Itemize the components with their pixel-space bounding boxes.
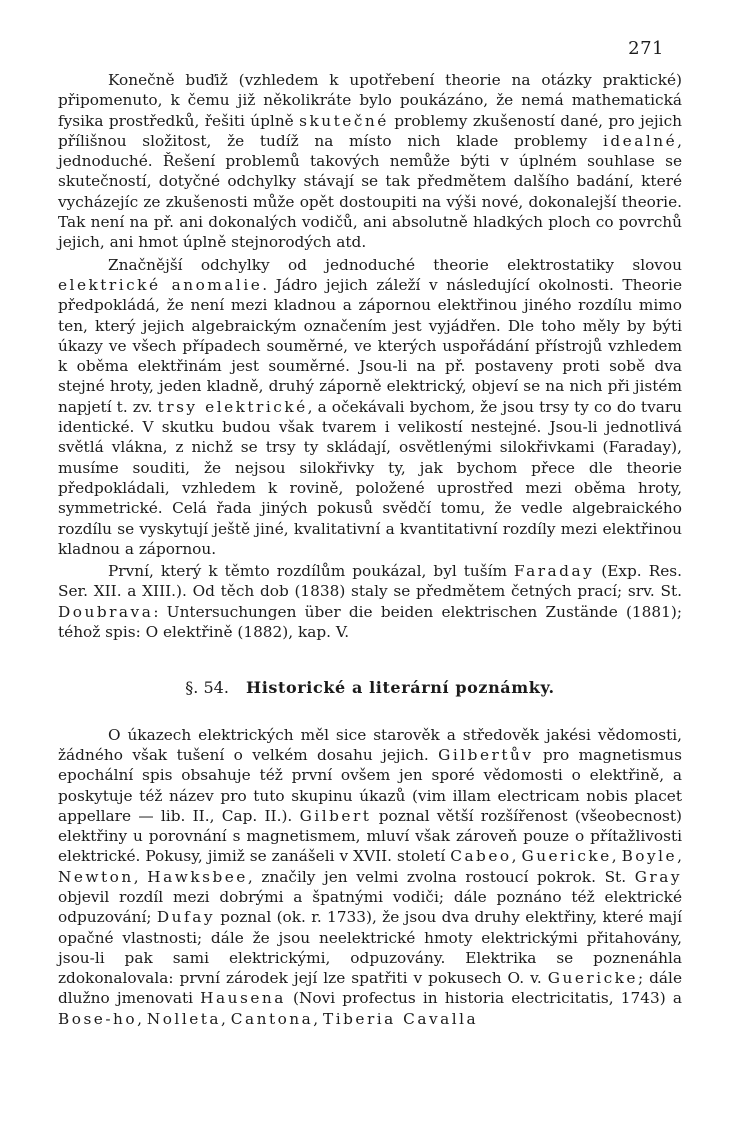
spaced-text: Cabeo [450,847,512,866]
text-run: poznal větší rozšířenost (všeobecnost) elektřiny u porovnání s magnetismem, mluví však zároveň pouze o přítažlivosti elektrické. Pokusy, jimiž se zanášeli v XVII. století [58,806,682,866]
text-run: , [677,847,682,866]
paragraph-4 [58,725,682,1029]
text-run: pro magnetismus epochální spis obsahuje též první ovšem jen sporé vědomosti o elektřině, a poskytuje též název pro tuto skupinu úkazů (vim illam electricam nobis placet appellare — lib. II., Cap. II.). [58,745,682,825]
page-body [58,70,682,1029]
spaced-text: Boyle [621,847,678,866]
text-run: ; dále dlužno jmenovati [58,969,682,1008]
text-run: , a očekávali bychom, že jsou trsy ty co do tvaru identické. V skutku budou však tvarem i velikostí nestejné. Jsou-li jednotlivá světlá vlákna, z nichž se trsy ty skládají, osvětlenými silokřivkami (Faraday), musíme souditi, že nejsou silokřivky ty, jak bychom přece dle theorie předpokládali, vzhledem k rovině, položené uprostřed mezi oběma hroty, symmetrické. Celá řada jiných pokusů svědčí tomu, že vedle algebraického rozdílu se vyskytují ještě jiné, kvalitativní a kvantitativní rozdíly mezi elektřinou kladnou a zápornou. [58,397,682,558]
section-heading [58,678,682,698]
text-run: , [137,1009,147,1028]
text-run: Značnější odchylky od jednoduché theorie elektrostatiky slovou [108,255,682,274]
spaced-text: trsy elektrické [157,397,308,416]
spaced-text: Tiberia Cavalla [323,1009,479,1028]
paragraph-2 [58,255,682,559]
spaced-text: Faraday [514,562,595,581]
page-number: 271 [628,38,664,59]
text-run: Konečně buďiž (vzhledem k upotřebení theorie na otázky praktické) připomenuto, k čemu již několikráte bylo poukázáno, že nemá mathematická fysika prostředků, řešiti úplně [58,71,682,130]
section-number: §. 54. [185,678,229,698]
spaced-text: Hawksbee [147,867,248,886]
text-run: poznal (ok. r. 1733), že jsou dva druhy elektřiny, které mají opačné vlastnosti; dále že jsou neelektrické hmoty elektrickými přitahovány, jsou-li pak sami elektrickými, odpuzovány. Elektrika se poznenáhla zdokonalovala: první zárodek její lze spatřiti v pokusech O. v. [58,908,682,988]
text-run: problemy zkušeností dané, pro jejich přílišnou složitost, že tudíž na místo nich klade problemy [58,111,682,150]
spaced-text: Nolleta [146,1009,222,1028]
text-run: , [221,1009,231,1028]
spaced-text: skutečné [299,111,389,130]
spaced-text: Cantona [230,1009,314,1028]
spaced-text: Guericke [547,969,638,988]
spaced-text: idealné [602,131,678,150]
text-run: objevil rozdíl mezi dobrými a špatnými vodiči; dále poznáno též elektrické odpuzování; [58,887,682,927]
spaced-text: Guericke [521,847,612,866]
spaced-text: Bose-ho [58,1009,138,1028]
paragraph-3 [58,561,682,642]
spaced-text: Newton [58,867,134,886]
text-run: , jednoduché. Řešení problemů takových nemůže býti v úplném souhlase se skutečností, dotyčné odchylky stávají se tak předmětem dalšího badání, které vycházejíc ze zkušenosti může opět dostoupiti na výši nové, dokonalejší theorie. Tak není na př. ani dokonalých vodičů, ani absolutně hladkých ploch co povrchů jejich, ani hmot úplně stejnorodých atd. [58,131,682,252]
text-run: , [313,1009,324,1028]
text-run: : Untersuchungen über die beiden elektrischen Zustände (1881); téhož spis: O elektřině (1882), kap. V. [58,602,682,642]
text-run: , značily jen velmi zvolna rostoucí pokrok. St. [247,867,635,886]
spaced-text: Dufay [156,908,215,927]
text-run: První, který k těmto rozdílům poukázal, byl tuším [108,562,515,581]
section-title: Historické a literární poznámky. [246,678,555,698]
spaced-text: Hausena [200,989,286,1008]
text-run: (Novi profectus in historia electricitatis, 1743) a [285,989,682,1008]
spaced-text: elektrické anomalie [58,275,263,294]
text-run: , [133,867,148,886]
text-run: , [611,847,622,866]
text-run: , [511,847,522,866]
text-run: (Exp. Res. Ser. XII. a XIII.). Od těch dob (1838) staly se předmětem četných prací; srv. St. [58,562,682,601]
text-run: . Jádro jejich záleží v následující okolnosti. Theorie předpokládá, že není mezi kladnou a zápornou elektřinou jiného rozdílu mimo ten, který jejich algebraickým označením jest vyjádřen. Dle toho měly by býti úkazy ve všech případech souměrné, ve kterých uspořádání přístrojů vzhledem k oběma elektřinám jest souměrné. Jsou-li na př. postaveny proti sobě dva stejné hroty, jeden kladně, druhý záporně elektrický, objeví se na nich při jistém napjetí t. zv. [58,275,682,416]
spaced-text: Gilbert [299,806,372,825]
text-run: O úkazech elektrických měl sice starověk a středověk jakési vědomosti, žádného však tušení o velkém dosahu jejich. [58,725,682,764]
paragraph-1 [58,70,682,253]
spaced-text: Doubrava [58,602,154,621]
spaced-text: Gilbertův [438,745,534,764]
spaced-text: Gray [634,867,682,886]
